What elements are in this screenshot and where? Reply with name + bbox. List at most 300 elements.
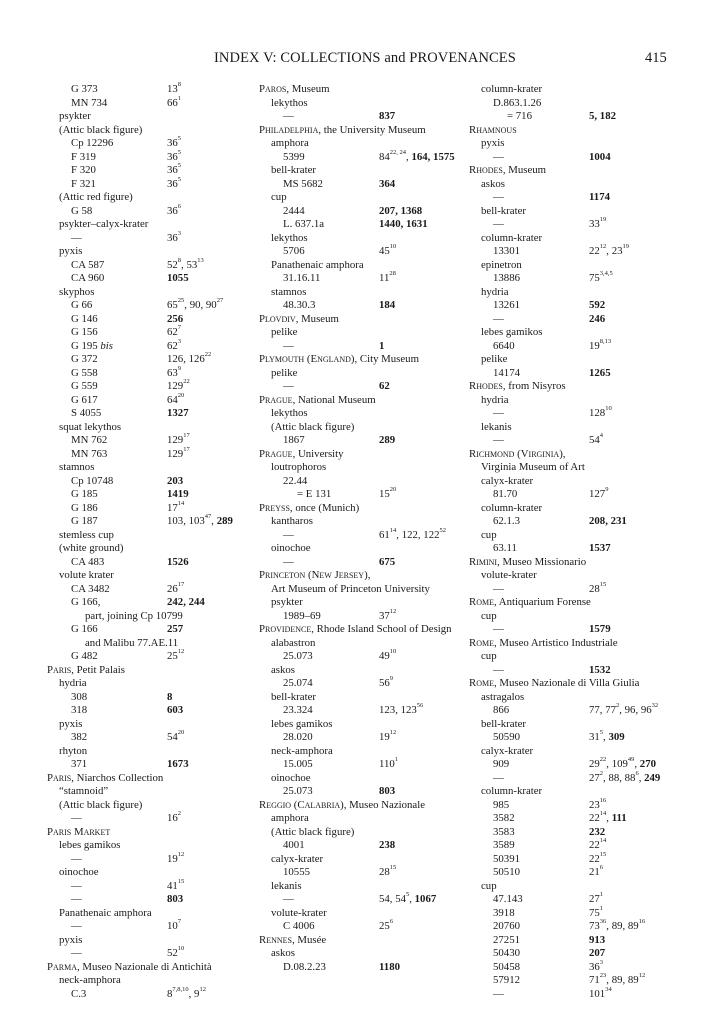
index-entry (47, 569, 247, 583)
index-entry (47, 110, 247, 124)
entry-label: Plymouth (England), City Museum (259, 353, 419, 365)
entry-label: 13886 (493, 272, 520, 284)
index-entry (259, 326, 464, 340)
entry-label: Art Museum of Princeton University (271, 582, 430, 595)
index-entry (469, 394, 674, 408)
entry-reference: 238 (379, 839, 396, 851)
index-entry (259, 664, 464, 678)
entry-reference: $27^1$ (589, 891, 604, 905)
entry-label: (Attic black figure) (59, 798, 143, 811)
entry-reference: $13^8$ (167, 81, 182, 95)
entry-reference: 246 (589, 312, 606, 325)
entry-label: MN 762 (71, 434, 108, 446)
index-entry (47, 556, 247, 570)
entry-label: — (71, 852, 82, 865)
index-entry (469, 83, 674, 97)
index-entry (469, 569, 674, 583)
entry-reference: 207 (589, 947, 606, 959)
index-entry (469, 542, 674, 556)
entry-reference: $22^{14}$ (589, 837, 607, 851)
entry-reference: 5, 182 (589, 110, 616, 122)
index-entry (47, 542, 247, 556)
entry-label: CA 960 (71, 272, 105, 284)
entry-reference: $62^3$ (167, 337, 182, 352)
index-heading-entry (259, 502, 464, 516)
index-entry (47, 974, 247, 988)
entry-reference: $52^{10}$ (167, 945, 185, 959)
entry-label: Providence, Rhode Island School of Design (259, 623, 452, 635)
entry-label: part, joining Cp 10799 (85, 609, 183, 622)
entry-label: 13301 (493, 245, 520, 257)
index-entry (259, 218, 464, 232)
entry-reference: 1532 (589, 663, 611, 676)
entry-label: — (493, 623, 504, 635)
index-entry (47, 137, 247, 151)
index-column-2 (259, 83, 464, 974)
index-entry (259, 245, 464, 259)
entry-label: 4001 (283, 839, 305, 851)
entry-label: 371 (71, 758, 88, 770)
index-entry (47, 718, 247, 732)
entry-reference: 592 (589, 299, 606, 311)
index-entry (47, 677, 247, 691)
entry-label: psykter (271, 596, 303, 608)
entry-label: 985 (493, 798, 510, 811)
index-entry (469, 326, 674, 340)
entry-label: Preyss, once (Munich) (259, 501, 360, 514)
entry-label: C.3 (71, 987, 87, 1000)
index-entry (259, 110, 464, 124)
index-entry (47, 785, 247, 799)
entry-label: 50510 (493, 866, 520, 878)
entry-label: 25.073 (283, 785, 313, 797)
entry-label: Paris, Petit Palais (47, 663, 125, 676)
index-entry (469, 718, 674, 732)
index-entry (259, 191, 464, 205)
entry-label: calyx-krater (481, 744, 534, 757)
entry-label: 909 (493, 758, 510, 770)
entry-reference: 62 (379, 380, 390, 392)
index-entry (469, 850, 674, 867)
index-entry (469, 796, 674, 813)
index-entry (47, 850, 247, 867)
entry-reference: 103, $103^{47}$, 289 (167, 513, 233, 527)
entry-label: 1867 (283, 434, 305, 446)
entry-label: cup (271, 191, 287, 203)
index-heading-entry (469, 556, 674, 570)
index-entry (469, 178, 674, 192)
index-entry (47, 637, 247, 651)
index-entry (259, 677, 464, 691)
entry-label: rhyton (59, 744, 88, 757)
entry-label: volute-krater (481, 569, 537, 581)
entry-label: loutrophoros (271, 461, 327, 473)
entry-label: Reggio (Calabria), Museo Nazionale (259, 798, 426, 811)
entry-reference: $22^{14}$, 111 (589, 810, 627, 824)
index-entry (47, 893, 247, 907)
entry-reference: 257 (167, 623, 184, 635)
entry-label: G 617 (71, 393, 98, 406)
entry-label: CA 587 (71, 258, 105, 271)
entry-reference: 1004 (589, 150, 611, 163)
entry-label: 27251 (493, 933, 520, 946)
index-entry (259, 961, 464, 975)
index-entry (469, 529, 674, 543)
entry-label: 3589 (493, 839, 515, 851)
index-entry (47, 83, 247, 97)
index-entry (469, 475, 674, 489)
entry-label: 50430 (493, 947, 520, 959)
index-entry (259, 340, 464, 354)
index-entry (259, 232, 464, 246)
index-entry (259, 718, 464, 732)
entry-label: bell-krater (481, 204, 526, 217)
entry-label: bell-krater (271, 690, 316, 703)
entry-label: F 319 (71, 150, 96, 163)
entry-reference: $36^5$ (167, 135, 182, 149)
entry-reference: $36^5$ (167, 148, 182, 163)
index-entry (47, 445, 247, 462)
entry-label: pyxis (59, 245, 83, 257)
entry-label: lebes gamikos (481, 326, 543, 338)
index-entry (47, 920, 247, 934)
index-entry (47, 515, 247, 529)
entry-reference: 1174 (589, 191, 610, 203)
index-entry (47, 610, 247, 624)
index-entry (469, 218, 674, 232)
entry-label: — (71, 920, 82, 932)
index-heading-entry (259, 313, 464, 327)
index-entry (47, 839, 247, 853)
entry-reference: $36^3$ (167, 229, 182, 244)
index-entry (469, 97, 674, 111)
index-heading-entry (47, 826, 247, 840)
entry-reference: $29^{22}$, $109^{49}$, 270 (589, 756, 656, 770)
entry-reference: 603 (167, 704, 184, 716)
entry-label: Virginia Museum of Art (481, 461, 585, 473)
index-heading-entry (259, 353, 464, 367)
entry-label: MN 763 (71, 447, 108, 460)
entry-reference: 19$^{8,13}$ (589, 337, 612, 352)
entry-label: Rome, Museo Nazionale di Villa Giulia (469, 677, 640, 689)
entry-label: G 185 (71, 488, 98, 500)
entry-label: 2444 (283, 204, 305, 217)
entry-label: 50458 (493, 960, 520, 973)
index-entry (259, 286, 464, 300)
entry-label: pelike (271, 366, 298, 379)
entry-label: 13261 (493, 299, 520, 311)
entry-label: amphora (271, 812, 309, 824)
index-entry (259, 866, 464, 880)
entry-reference: $28^{15}$ (379, 864, 397, 878)
index-entry (469, 974, 674, 988)
index-entry (469, 839, 674, 853)
entry-reference: 203 (167, 474, 184, 487)
entry-reference: 123, $123^{56}$ (379, 702, 424, 716)
index-entry (47, 907, 247, 921)
entry-reference: $128^{10}$ (589, 405, 612, 419)
entry-reference: 913 (589, 933, 606, 946)
index-entry (259, 407, 464, 421)
index-entry (259, 812, 464, 826)
entry-label: oinochoe (59, 866, 99, 878)
index-heading-entry (259, 623, 464, 637)
index-entry (259, 731, 464, 745)
entry-reference: 1180 (379, 960, 400, 973)
index-entry (259, 475, 464, 489)
page-header (0, 50, 719, 70)
entry-label: 50590 (493, 731, 520, 743)
index-entry (47, 623, 247, 637)
index-entry (47, 272, 247, 286)
entry-label: lekythos (271, 96, 308, 109)
entry-label: G 372 (71, 353, 98, 365)
index-entry (259, 947, 464, 961)
entry-reference: 1 (379, 339, 385, 352)
index-entry (259, 434, 464, 448)
index-entry (469, 785, 674, 799)
entry-reference: 77, $77^2$, 96, $96^{32}$ (589, 702, 659, 716)
entry-label: (Attic black figure) (59, 123, 143, 136)
entry-label: stamnos (271, 285, 307, 298)
entry-label: alabastron (271, 636, 316, 649)
index-entry (469, 151, 674, 165)
entry-label: column-krater (481, 231, 543, 244)
index-entry (469, 769, 674, 786)
index-heading-entry (259, 448, 464, 462)
index-entry (47, 364, 247, 381)
index-entry (469, 110, 674, 124)
entry-label: lekanis (481, 420, 512, 433)
entry-label: lekythos (271, 231, 308, 244)
entry-reference: $36^5$ (167, 175, 182, 190)
entry-reference: $22^{15}$ (589, 850, 607, 865)
entry-reference: 184 (379, 299, 396, 311)
entry-label: lekanis (271, 879, 302, 892)
entry-label: — (283, 380, 294, 392)
entry-reference: $31^5$, 309 (589, 729, 625, 743)
entry-reference: 126, $126^{22}$ (167, 351, 212, 365)
entry-reference: 1526 (167, 555, 189, 568)
entry-label: Rennes, Musée (259, 933, 327, 946)
entry-reference: $54^{20}$ (167, 729, 185, 743)
index-entry (469, 758, 674, 772)
entry-reference: $25^{12}$ (167, 648, 185, 662)
index-entry (259, 745, 464, 759)
entry-reference: $61^{14}$, 122, $122^{52}$ (379, 526, 446, 541)
entry-label: G 166, (71, 596, 101, 608)
entry-label: lebes gamikos (59, 839, 121, 851)
index-entry (469, 812, 674, 826)
entry-label: cup (481, 609, 497, 622)
entry-label: pyxis (481, 137, 505, 149)
entry-reference: $36^6$ (167, 202, 182, 217)
index-heading-entry (469, 596, 674, 610)
entry-reference: $36^3$ (589, 958, 604, 973)
index-entry (47, 812, 247, 826)
entry-label: (Attic black figure) (271, 420, 355, 433)
entry-label: pyxis (59, 933, 83, 946)
index-entry (469, 272, 674, 286)
entry-label: — (493, 434, 504, 446)
entry-label: Richmond (Virginia), (469, 447, 566, 460)
entry-label: G 66 (71, 299, 93, 311)
index-entry (47, 877, 247, 894)
entry-label: 14174 (493, 366, 520, 379)
index-entry (259, 97, 464, 111)
entry-label: L. 637.1a (283, 218, 325, 230)
index-heading-entry (47, 664, 247, 678)
index-entry (469, 488, 674, 502)
entry-label: 3582 (493, 812, 515, 824)
entry-reference: $110^1$ (379, 756, 399, 770)
index-column-1 (47, 83, 247, 1001)
index-entry (469, 664, 674, 678)
entry-label: 10555 (283, 866, 310, 878)
index-entry (469, 191, 674, 205)
entry-label: 15.005 (283, 758, 313, 770)
entry-label: Rhamnous (469, 123, 517, 136)
index-entry (469, 313, 674, 327)
index-entry (469, 704, 674, 718)
entry-reference: $127^9$ (589, 486, 609, 500)
entry-label: — (493, 407, 504, 419)
entry-label: — (283, 110, 294, 122)
entry-label: — (283, 893, 294, 905)
index-heading-entry (47, 772, 247, 786)
entry-label: MN 734 (71, 96, 108, 109)
index-entry (469, 421, 674, 435)
entry-label: neck-amphora (271, 744, 333, 757)
index-heading-entry (469, 448, 674, 462)
index-entry (47, 148, 247, 165)
entry-label: Panathenaic amphora (271, 258, 364, 271)
entry-label: (Attic red figure) (59, 191, 133, 203)
entry-label: column-krater (481, 501, 543, 514)
entry-label: and Malibu 77.AE.11 (85, 636, 179, 649)
entry-label: G 559 (71, 380, 98, 392)
index-heading-entry (47, 961, 247, 975)
index-heading-entry (259, 569, 464, 583)
entry-label: cup (481, 879, 497, 892)
entry-label: G 58 (71, 204, 93, 217)
index-entry (259, 556, 464, 570)
entry-label: 1989–69 (283, 609, 321, 622)
entry-label: 5706 (283, 245, 305, 257)
entry-label: “stamnoid” (59, 785, 109, 797)
entry-label: volute-krater (271, 906, 327, 919)
entry-label: Rhodes, Museum (469, 164, 547, 176)
entry-reference: 207, 1368 (379, 204, 423, 217)
entry-label: 81.70 (493, 488, 518, 500)
entry-label: F 321 (71, 177, 96, 190)
entry-reference: 75$^{3,4,5}$ (589, 270, 613, 284)
entry-label: askos (271, 947, 295, 959)
entry-label: CA 3482 (71, 582, 110, 595)
index-heading-entry (259, 799, 464, 813)
index-entry (47, 164, 247, 178)
entry-label: 308 (71, 690, 88, 703)
entry-label: pelike (481, 353, 508, 365)
entry-label: 48.30.3 (283, 299, 316, 311)
entry-label: Plovdiv, Museum (259, 312, 339, 325)
index-entry (47, 866, 247, 880)
index-entry (469, 580, 674, 597)
index-entry (47, 434, 247, 448)
entry-label: C 4006 (283, 920, 315, 932)
index-entry (47, 799, 247, 813)
entry-label: MS 5682 (283, 177, 323, 190)
entry-reference: $10^7$ (167, 918, 182, 932)
index-entry (259, 772, 464, 786)
index-entry (469, 893, 674, 907)
index-entry (259, 583, 464, 597)
index-heading-entry (259, 83, 464, 97)
index-entry (469, 407, 674, 421)
entry-label: Princeton (New Jersey), (259, 569, 371, 581)
entry-label: 866 (493, 704, 510, 716)
index-entry (469, 920, 674, 934)
index-entry (469, 367, 674, 381)
entry-label: 25.074 (283, 677, 313, 689)
entry-reference: $66^1$ (167, 94, 182, 109)
index-entry (469, 259, 674, 273)
entry-label: hydria (481, 285, 509, 298)
entry-label: 28.020 (283, 731, 313, 743)
entry-label: 22.44 (283, 474, 308, 487)
entry-reference: $36^5$ (167, 162, 182, 176)
index-entry (259, 259, 464, 273)
entry-reference: $62^7$ (167, 324, 182, 338)
page-number: 415 (645, 50, 667, 66)
index-entry (47, 202, 247, 219)
entry-label: G 166 (71, 623, 98, 635)
index-heading-entry (469, 677, 674, 691)
index-entry (259, 380, 464, 394)
entry-label: 47.143 (493, 893, 523, 905)
index-entry (259, 542, 464, 556)
entry-reference: 803 (379, 785, 396, 797)
entry-reference: $19^{12}$ (379, 729, 397, 743)
entry-label: G 187 (71, 515, 98, 527)
index-entry (47, 499, 247, 516)
index-entry (47, 745, 247, 759)
index-entry (259, 650, 464, 664)
entry-label: 23.324 (283, 704, 313, 716)
entry-label: Cp 10748 (71, 474, 114, 487)
index-entry (47, 245, 247, 259)
entry-label: — (283, 555, 294, 568)
index-entry (469, 515, 674, 529)
index-entry (469, 826, 674, 840)
entry-label: cup (481, 528, 497, 541)
index-entry (47, 353, 247, 367)
index-entry (259, 607, 464, 624)
entry-reference: 1265 (589, 366, 611, 379)
index-entry (259, 367, 464, 381)
index-entry (47, 337, 247, 354)
index-entry (259, 148, 464, 165)
entry-label: 3583 (493, 825, 515, 838)
entry-label: G 558 (71, 366, 98, 379)
index-entry (469, 731, 674, 745)
entry-reference: 242, 244 (167, 596, 205, 608)
entry-label: = 716 (507, 110, 532, 122)
index-entry (469, 691, 674, 705)
entry-label: stamnos (59, 461, 95, 473)
index-entry (259, 137, 464, 151)
entry-reference: $129^{22}$ (167, 378, 190, 392)
